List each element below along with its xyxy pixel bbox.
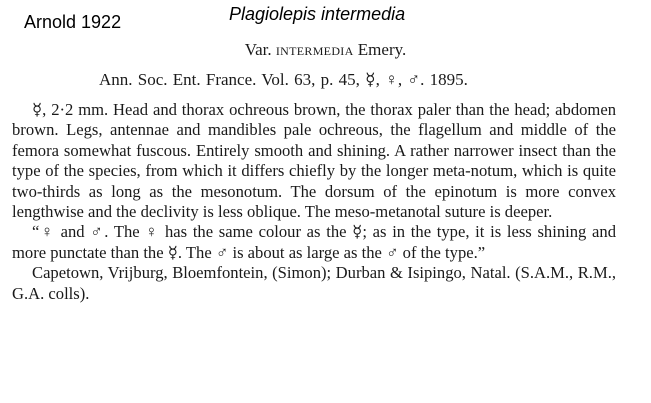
source-label: Arnold 1922 [24, 12, 122, 32]
description-body [12, 100, 616, 304]
variety-heading [0, 40, 651, 60]
variety-name: intermedia [275, 40, 354, 59]
variety-author: Emery. [353, 40, 407, 59]
sexes-paragraph: “♀ and ♂. The ♀ has the same colour as the ☿; as in the type, it is less shining and more punctate than the ☿. The ♂ is about as large as the ♂ of the type.” [12, 222, 616, 262]
localities-paragraph: Capetown, Vrijburg, Bloemfontein, (Simon); Durban & Isipingo, Natal. (S.A.M., R.M., G.A. colls). [12, 263, 616, 303]
variety-prefix: Var. [244, 40, 276, 59]
description-paragraph: ☿, 2·2 mm. Head and thorax ochreous brown, the thorax paler than the head; abdomen brown. Legs, antennae and mandibles pale ochreous, the flagellum and middle of the femora somewhat fuscous. Entirely smooth and shining. A rather narrower insect than the type of the species, from which it differs chiefly by the longer meta-notum, which is quite two-thirds as long as the mesonotum. The dorsum of the epinotum is more convex lengthwise and the declivity is less oblique. The meso-metanotal suture is deeper. [12, 100, 616, 222]
species-title: Plagiolepis intermedia [229, 4, 406, 24]
literature-reference: Ann. Soc. Ent. France. Vol. 63, p. 45, ☿, ♀, ♂. 1895. [99, 70, 468, 89]
